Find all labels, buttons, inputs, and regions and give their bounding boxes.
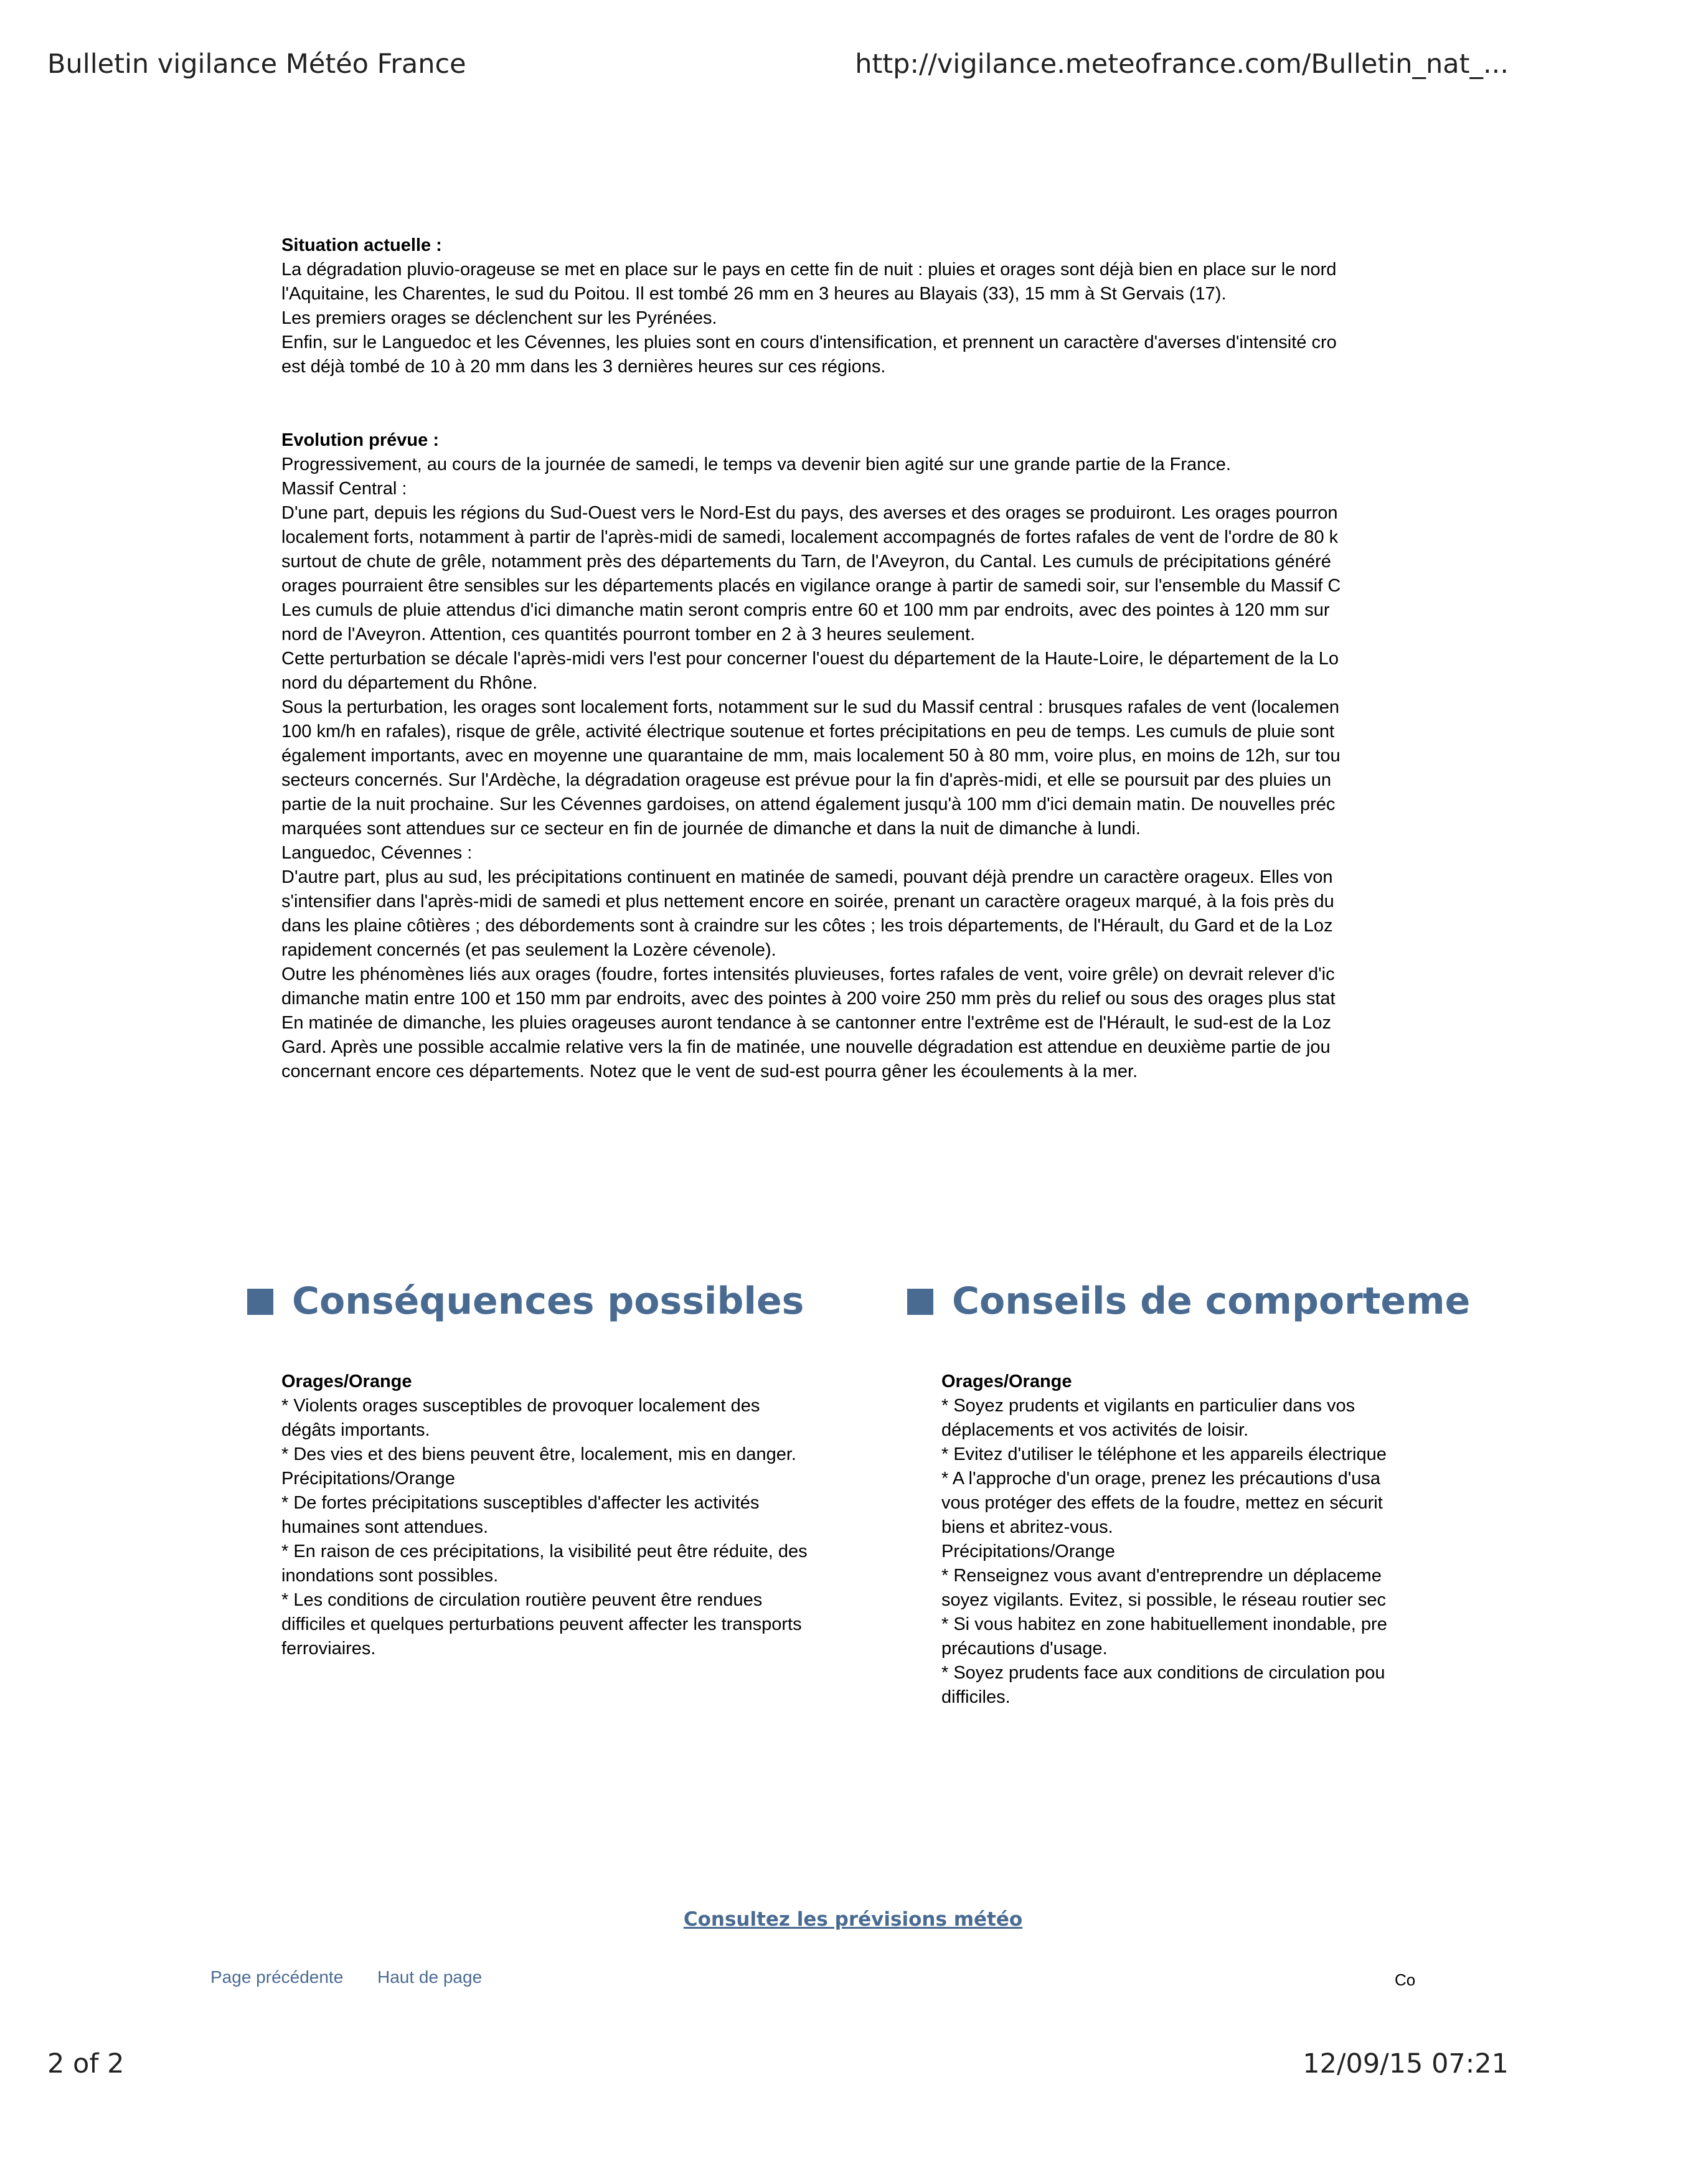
conseils-title-text: Conseils de comporteme (952, 1279, 1471, 1323)
consequences-line: * En raison de ces précipitations, la visibilité peut être réduite, des (281, 1542, 808, 1561)
evolution-line: Outre les phénomènes liés aux orages (foudre, fortes intensités pluvieuses, fortes rafales de vent, voire grêle) on devrait relever d'ic (281, 964, 1335, 984)
situation-line: Enfin, sur le Languedoc et les Cévennes, les pluies sont en cours d'intensification, et prennent un caractère d'averses d'intensité cro (281, 332, 1337, 352)
consequences-line: inondations sont possibles. (281, 1566, 499, 1586)
situation-line: est déjà tombé de 10 à 20 mm dans les 3 dernières heures sur ces régions. (281, 357, 886, 377)
evolution-line: dimanche matin entre 100 et 150 mm par endroits, avec des pointes à 200 voire 250 mm près du relief ou sous des orages plus stat (281, 989, 1336, 1009)
situation-heading: Situation actuelle : (281, 235, 442, 255)
consequences-line: * De fortes précipitations susceptibles d'affecter les activités (281, 1493, 760, 1513)
consequences-line: * Des vies et des biens peuvent être, localement, mis en danger. (281, 1444, 796, 1464)
evolution-line: s'intensifier dans l'après-midi de samedi et plus nettement encore en soirée, prenant un caractère orageux marqué, à la fois près du (281, 892, 1334, 911)
evolution-line: nord de l'Aveyron. Attention, ces quantités pourront tomber en 2 à 3 heures seulement. (281, 624, 976, 644)
evolution-line: Progressivement, au cours de la journée de samedi, le temps va devenir bien agité sur une grande partie de la France. (281, 454, 1231, 474)
print-footer (47, 2048, 1509, 2086)
conseils-line: * A l'approche d'un orage, prenez les précautions d'usa (941, 1469, 1381, 1489)
print-header-title: Bulletin vigilance Météo France (47, 49, 466, 80)
consequences-heading: Orages/Orange (281, 1372, 412, 1391)
consequences-line: Précipitations/Orange (281, 1469, 455, 1489)
consequences-line: humaines sont attendues. (281, 1517, 489, 1537)
conseils-line: Précipitations/Orange (941, 1542, 1115, 1561)
consequences-line: * Les conditions de circulation routière peuvent être rendues (281, 1590, 763, 1610)
evolution-line: partie de la nuit prochaine. Sur les Cévennes gardoises, on attend également jusqu'à 100 mm d'ici demain matin. De nouvelles préc (281, 794, 1336, 814)
conseils-line: * Soyez prudents face aux conditions de circulation pou (941, 1663, 1385, 1683)
evolution-heading: Evolution prévue : (281, 430, 439, 450)
consequences-title (247, 1279, 845, 1323)
print-datetime: 12/09/15 07:21 (1303, 2048, 1509, 2079)
print-header (47, 49, 1509, 86)
evolution-line: Sous la perturbation, les orages sont localement forts, notamment sur le sud du Massif central : brusques rafales de vent (localemen (281, 697, 1339, 717)
consequences-line: dégâts importants. (281, 1420, 430, 1440)
evolution-line: dans les plaine côtières ; des débordements sont à craindre sur les côtes ; les trois départements, de l'Hérault, du Gard et de la Loz (281, 916, 1333, 936)
evolution-section (281, 428, 1416, 1084)
copyright-text: Co (1395, 1970, 1416, 1989)
evolution-line: nord du département du Rhône. (281, 673, 538, 693)
evolution-line: orages pourraient être sensibles sur les départements placés en vigilance orange à partir de samedi soir, sur l'ensemble du Massif C (281, 576, 1341, 596)
evolution-line: Massif Central : (281, 479, 407, 499)
evolution-line: secteurs concernés. Sur l'Ardèche, la dégradation orageuse est prévue pour la fin d'après-midi, et elle se poursuit par des pluies un (281, 770, 1331, 790)
consequences-line: difficiles et quelques perturbations peuvent affecter les transports (281, 1614, 802, 1634)
conseils-heading: Orages/Orange (941, 1372, 1072, 1391)
situation-line: Les premiers orages se déclenchent sur les Pyrénées. (281, 308, 717, 328)
conseils-line: biens et abritez-vous. (941, 1517, 1113, 1537)
square-bullet-icon (247, 1289, 273, 1315)
top-of-page-link[interactable]: Haut de page (377, 1967, 483, 1987)
conseils-line: * Renseignez vous avant d'entreprendre un déplaceme (941, 1566, 1382, 1586)
situation-section (281, 233, 1416, 379)
situation-line: l'Aquitaine, les Charentes, le sud du Poitou. Il est tombé 26 mm en 3 heures au Blayais (33), 15 mm à St Gervais (17). (281, 284, 1227, 304)
conseils-line: vous protéger des effets de la foudre, mettez en sécurit (941, 1493, 1383, 1513)
evolution-line: D'autre part, plus au sud, les précipitations continuent en matinée de samedi, pouvant déjà prendre un caractère orageux. Elles von (281, 867, 1333, 887)
square-bullet-icon (907, 1289, 933, 1315)
consequences-line: * Violents orages susceptibles de provoquer localement des (281, 1396, 760, 1416)
evolution-line: En matinée de dimanche, les pluies orageuses auront tendance à se cantonner entre l'extrême est de l'Hérault, le sud-est de la Loz (281, 1013, 1332, 1033)
consequences-column (281, 1370, 860, 1661)
consult-forecast-link[interactable]: Consultez les prévisions météo (683, 1908, 1023, 1931)
evolution-line: concernant encore ces départements. Notez que le vent de sud-est pourra gêner les écoulements à la mer. (281, 1061, 1138, 1081)
evolution-line: rapidement concernés (et pas seulement la Lozère cévenole). (281, 940, 776, 960)
page-number: 2 of 2 (47, 2048, 125, 2079)
conseils-line: * Soyez prudents et vigilants en particulier dans vos (941, 1396, 1355, 1416)
evolution-line: Cette perturbation se décale l'après-midi vers l'est pour concerner l'ouest du département de la Haute-Loire, le département de la Lo (281, 649, 1339, 669)
conseils-line: * Evitez d'utiliser le téléphone et les appareils électrique (941, 1444, 1387, 1464)
situation-line: La dégradation pluvio-orageuse se met en place sur le pays en cette fin de nuit : pluies et orages sont déjà bien en place sur le nord (281, 260, 1337, 280)
previous-page-link[interactable]: Page précédente (210, 1967, 344, 1987)
conseils-title (907, 1279, 1471, 1323)
conseils-line: difficiles. (941, 1687, 1011, 1707)
evolution-line: 100 km/h en rafales), risque de grêle, activité électrique soutenue et fortes précipitations en peu de temps. Les cumuls de pluie sont (281, 722, 1335, 741)
consequences-title-text: Conséquences possibles (292, 1279, 804, 1323)
evolution-line: surtout de chute de grêle, notamment près des départements du Tarn, de l'Aveyron, du Cantal. Les cumuls de précipitations généré (281, 552, 1331, 572)
evolution-line: Languedoc, Cévennes : (281, 843, 473, 863)
evolution-line: également importants, avec en moyenne une quarantaine de mm, mais localement 50 à 80 mm, voire plus, en moins de 12h, sur tou (281, 746, 1341, 766)
evolution-line: localement forts, notamment à partir de l'après-midi de samedi, localement accompagnés de fortes rafales de vent de l'ordre de 80 k (281, 527, 1339, 547)
conseils-line: déplacements et vos activités de loisir. (941, 1420, 1249, 1440)
conseils-line: * Si vous habitez en zone habituellement inondable, pre (941, 1614, 1387, 1634)
evolution-line: marquées sont attendues sur ce secteur en fin de journée de dimanche et dans la nuit de dimanche à lundi. (281, 819, 1141, 839)
print-header-url: http://vigilance.meteofrance.com/Bulletin_nat_... (855, 49, 1509, 80)
consequences-line: ferroviaires. (281, 1639, 376, 1659)
conseils-line: soyez vigilants. Evitez, si possible, le réseau routier sec (941, 1590, 1387, 1610)
conseils-line: précautions d'usage. (941, 1639, 1108, 1659)
conseils-column (941, 1370, 1416, 1710)
evolution-line: Gard. Après une possible accalmie relative vers la fin de matinée, une nouvelle dégradation est attendue en deuxième partie de jou (281, 1037, 1331, 1057)
evolution-line: Les cumuls de pluie attendus d'ici dimanche matin seront compris entre 60 et 100 mm par endroits, avec des pointes à 120 mm sur (281, 600, 1330, 620)
evolution-line: D'une part, depuis les régions du Sud-Ouest vers le Nord-Est du pays, des averses et des orages se produiront. Les orages pourron (281, 503, 1338, 523)
